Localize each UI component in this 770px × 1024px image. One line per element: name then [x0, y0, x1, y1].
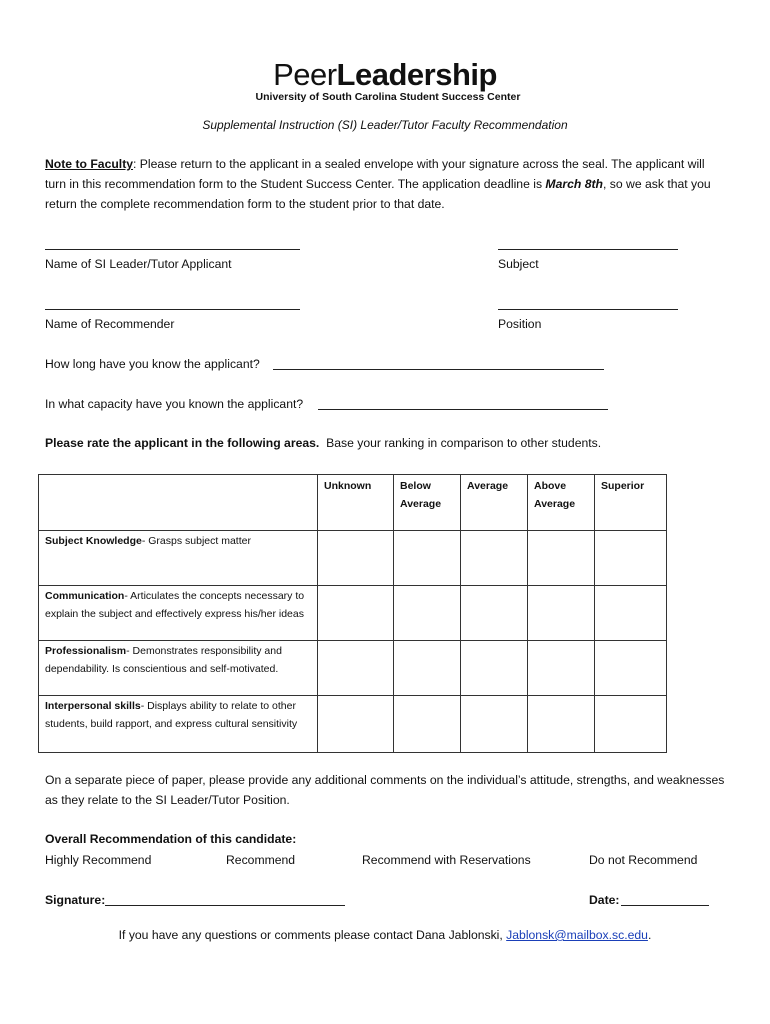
rating-cell[interactable] — [461, 586, 528, 641]
rating-cell[interactable] — [394, 531, 461, 586]
contact-line — [0, 925, 770, 945]
rating-cell[interactable] — [528, 586, 595, 641]
rating-instruction — [45, 433, 601, 453]
rating-cell[interactable] — [461, 531, 528, 586]
position-label: Position — [498, 317, 542, 331]
criteria-header-cell — [39, 475, 318, 531]
table-row — [39, 586, 667, 641]
rating-cell[interactable] — [394, 641, 461, 696]
rating-cell[interactable] — [461, 641, 528, 696]
date-line[interactable] — [621, 905, 709, 906]
rating-cell[interactable] — [528, 641, 595, 696]
note-to-faculty — [45, 154, 725, 214]
note-label: Note to Faculty — [45, 157, 134, 171]
logo-subtitle: University of South Carolina Student Success Center — [255, 91, 521, 103]
rating-cell[interactable] — [318, 586, 394, 641]
rating-cell[interactable] — [394, 696, 461, 753]
contact-text: If you have any questions or comments please contact Dana Jablonski, — [118, 928, 503, 942]
contact-end: . — [647, 928, 652, 942]
rating-cell[interactable] — [461, 696, 528, 753]
recommender-name-label: Name of Recommender — [45, 317, 175, 331]
rating-cell[interactable] — [595, 641, 667, 696]
comments-note: On a separate piece of paper, please provide any additional comments on the individual’s attitude, strengths, and weaknesses as they relate to the SI Leader/Tutor Position. — [45, 773, 725, 807]
form-title: Supplemental Instruction (SI) Leader/Tutor Faculty Recommendation — [202, 118, 568, 132]
rating-header-row — [39, 475, 667, 531]
contact-email-link[interactable]: Jablonsk@mailbox.sc.edu — [506, 928, 648, 942]
signature-label: Signature: — [45, 893, 106, 907]
applicant-name-label: Name of SI Leader/Tutor Applicant — [45, 257, 232, 271]
criterion-name: Professionalism — [45, 645, 127, 657]
table-row — [39, 696, 667, 753]
option-highly-recommend[interactable]: Highly Recommend — [45, 853, 152, 867]
option-do-not-recommend[interactable]: Do not Recommend — [589, 853, 698, 867]
criterion-professionalism — [39, 641, 318, 696]
overall-heading: Overall Recommendation of this candidate: — [45, 832, 297, 846]
peer-leadership-logo — [0, 55, 770, 103]
col-average: Average — [461, 475, 528, 531]
rating-cell[interactable] — [595, 696, 667, 753]
criterion-description: - Articulates the concepts necessary to explain the subject and effectively express his/her ideas — [45, 590, 305, 620]
option-recommend[interactable]: Recommend — [226, 853, 296, 867]
rating-cell[interactable] — [528, 696, 595, 753]
criterion-description: - Displays ability to relate to other students, build rapport, and express cultural sensitivity — [45, 700, 298, 730]
col-superior: Superior — [595, 475, 667, 531]
rating-cell[interactable] — [595, 531, 667, 586]
option-recommend-with-reservations[interactable]: Recommend with Reservations — [362, 853, 531, 867]
rating-instruction-text: Base your ranking in comparison to other students. — [326, 436, 602, 450]
rating-cell[interactable] — [318, 641, 394, 696]
criterion-interpersonal-skills — [39, 696, 318, 753]
table-row — [39, 641, 667, 696]
rating-table — [38, 474, 667, 753]
rating-cell[interactable] — [394, 586, 461, 641]
criterion-name: Communication — [45, 590, 125, 602]
criterion-subject-knowledge — [39, 531, 318, 586]
criterion-description: - Demonstrates responsibility and dependability. Is conscientious and self-motivated. — [45, 645, 282, 675]
deadline: March 8th — [545, 177, 603, 191]
criterion-name: Subject Knowledge — [45, 535, 142, 547]
col-above-average: Above Average — [528, 475, 595, 531]
note-text-after: , so we ask that you return the complete recommendation form to the student prior to that date. — [45, 177, 711, 211]
col-unknown: Unknown — [318, 475, 394, 531]
capacity-line[interactable] — [318, 409, 608, 410]
subject-label: Subject — [498, 257, 539, 271]
capacity-question: In what capacity have you known the applicant? — [45, 397, 304, 411]
position-line[interactable] — [498, 309, 678, 310]
rating-cell[interactable] — [318, 531, 394, 586]
criterion-description: - Grasps subject matter — [141, 535, 251, 547]
date-label: Date: — [589, 893, 620, 907]
table-row — [39, 531, 667, 586]
subject-line[interactable] — [498, 249, 678, 250]
rating-cell[interactable] — [595, 586, 667, 641]
rating-instruction-bold: Please rate the applicant in the following areas. — [45, 436, 320, 450]
applicant-name-line[interactable] — [45, 249, 300, 250]
rating-cell[interactable] — [318, 696, 394, 753]
logo-peer: Peer — [273, 57, 337, 92]
note-text-before: : Please return to the applicant in a sealed envelope with your signature across the seal. The applicant will turn in this recommendation form to the Student Success Center. The application deadline is — [45, 157, 705, 191]
col-below-average: Below Average — [394, 475, 461, 531]
logo-leadership: Leadership — [336, 57, 497, 92]
signature-line[interactable] — [105, 905, 345, 906]
how-long-line[interactable] — [273, 369, 604, 370]
criterion-name: Interpersonal skills — [45, 700, 141, 712]
rating-cell[interactable] — [528, 531, 595, 586]
how-long-question: How long have you know the applicant? — [45, 357, 260, 371]
recommender-name-line[interactable] — [45, 309, 300, 310]
criterion-communication — [39, 586, 318, 641]
